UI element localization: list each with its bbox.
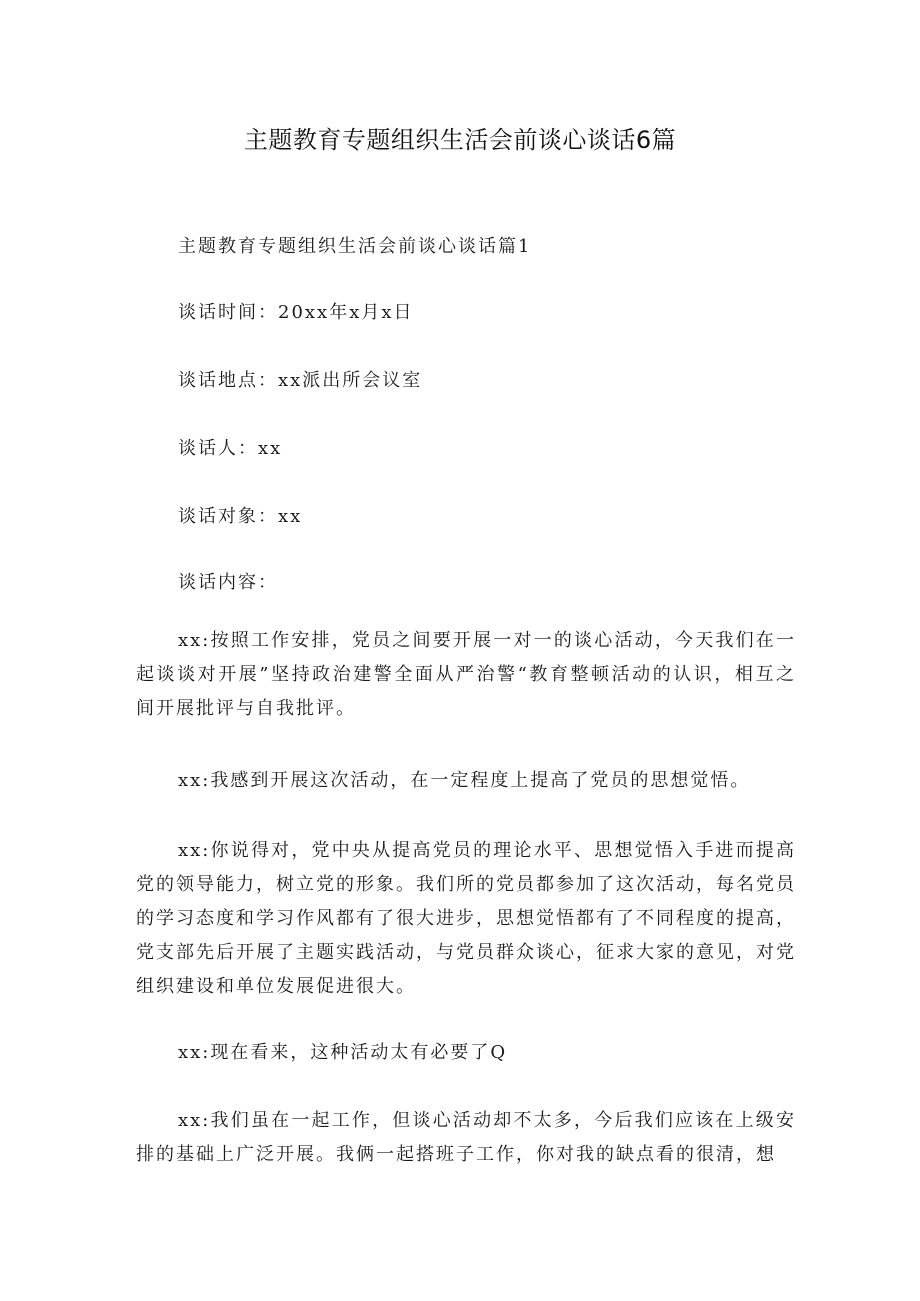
section-heading: 主题教育专题组织生活会前谈心谈话篇1 bbox=[178, 236, 532, 257]
meta-speaker: 谈话人：xx bbox=[178, 438, 283, 459]
paragraph: xx:现在看来，这种活动太有必要了Q bbox=[178, 1042, 508, 1063]
paragraph: xx:我们虽在一起工作，但谈心活动却不太多，今后我们应该在上级安排的基础上广泛开展。我俩一起搭班子工作，你对我的缺点看的很清，想 bbox=[136, 1110, 796, 1165]
document-title: 主题教育专题组织生活会前谈心谈话6篇 bbox=[243, 126, 677, 154]
meta-place: 谈话地点：xx派出所会议室 bbox=[178, 370, 423, 391]
paragraph: xx:按照工作安排，党员之间要开展一对一的谈心活动，今天我们在一起谈谈对开展”坚持政治建警全面从严治警“教育整顿活动的认识，相互之间开展批评与自我批评。 bbox=[136, 630, 796, 719]
meta-target: 谈话对象：xx bbox=[178, 506, 303, 527]
paragraph: xx:我感到开展这次活动，在一定程度上提高了党员的思想觉悟。 bbox=[178, 770, 751, 791]
meta-content-label: 谈话内容： bbox=[178, 572, 278, 593]
meta-time: 谈话时间：20xx年x月x日 bbox=[178, 302, 414, 323]
paragraph: xx:你说得对，党中央从提高党员的理论水平、思想觉悟入手进而提高党的领导能力，树立党的形象。我们所的党员都参加了这次活动，每名党员的学习态度和学习作风都有了很大进步，思想觉悟都有了不同程度的提高，党支部先后开展了主题实践活动，与党员群众谈心，征求大家的意见，对党组织建设和单位发展促进很大。 bbox=[136, 840, 796, 997]
